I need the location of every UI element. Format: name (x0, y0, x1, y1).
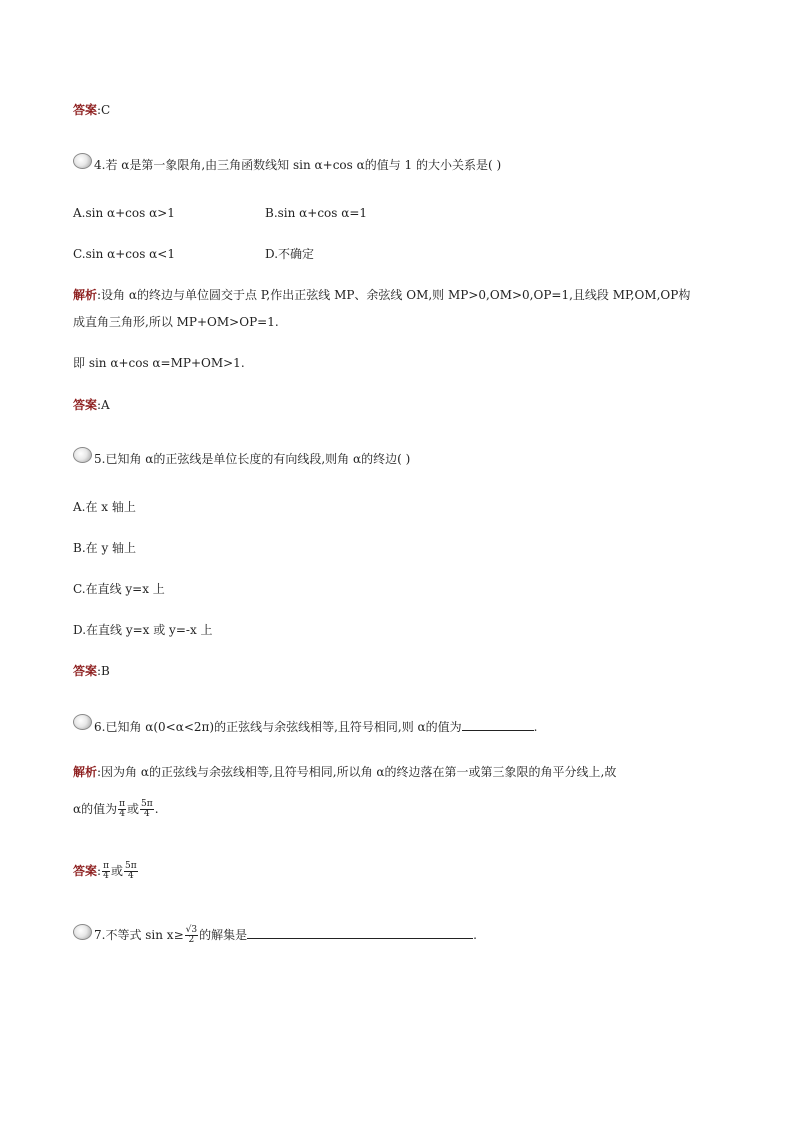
analysis-label: 解析 (73, 288, 98, 302)
question-bullet-icon (73, 447, 92, 463)
fraction-numerator: 5π (141, 799, 153, 809)
answer-label: 答案 (73, 103, 98, 117)
q6-analysis-line-2 (73, 800, 159, 819)
or-text: 或 (110, 864, 123, 878)
q5-answer-value: :B (97, 664, 110, 678)
fraction-denominator: 2 (188, 935, 195, 945)
q4-analysis-line-2: 成直角三角形,所以 MP+OM>OP=1. (73, 315, 279, 329)
q4-option-b: B.sin α+cos α=1 (265, 206, 368, 220)
q7-end: . (473, 928, 477, 942)
fraction-numerator: 5π (125, 861, 137, 871)
fraction-denominator: 4 (103, 871, 109, 881)
fraction-5pi-over-4 (124, 862, 138, 881)
answer-value: :C (97, 103, 111, 117)
q6-analysis-text-1: :因为角 α的正弦线与余弦线相等,且符号相同,所以角 α的终边落在第一或第三象限的角平分线上,故 (97, 765, 617, 779)
q4-option-c: C.sin α+cos α<1 (73, 247, 175, 261)
fraction-5pi-over-4 (140, 800, 154, 819)
fraction-denominator: 4 (144, 809, 150, 819)
q7-tail: 的解集是 (199, 928, 248, 942)
question-6-text: 6.已知角 α(0<α<2π)的正弦线与余弦线相等,且符号相同,则 α的值为 (94, 720, 462, 734)
q6-tail: . (533, 720, 538, 734)
question-bullet-icon (73, 153, 92, 169)
answer-label: 答案 (73, 398, 98, 412)
q4-analysis-text-1: :设角 α的终边与单位圆交于点 P,作出正弦线 MP、余弦线 OM,则 MP>0,OM>0,OP=1,且线段 MP,OM,OP构 (97, 288, 691, 302)
q4-answer-line (73, 397, 110, 413)
fraction-denominator: 4 (119, 809, 125, 819)
q5-option-d: D.在直线 y=x 或 y=-x 上 (73, 623, 213, 637)
q4-option-a: A.sin α+cos α>1 (73, 206, 175, 220)
q6-analysis-line-1 (73, 764, 616, 780)
question-7-line (94, 926, 477, 945)
fraction-denominator: 4 (127, 871, 134, 881)
q6-answer-prefix: : (97, 864, 102, 878)
q6-answer-blank (462, 718, 534, 731)
fraction-numerator: π (103, 861, 109, 871)
fraction-numerator: π (119, 799, 126, 809)
q4-analysis-line-1 (73, 287, 690, 303)
q5-option-c: C.在直线 y=x 上 (73, 582, 165, 596)
q6-analysis-end: . (154, 802, 159, 816)
q4-answer-value: :A (97, 398, 110, 412)
answer-label: 答案 (73, 864, 98, 878)
question-6-line (94, 718, 537, 735)
fraction-numerator: √3 (185, 925, 198, 935)
question-bullet-icon (73, 714, 92, 730)
q7-answer-blank (247, 926, 473, 939)
analysis-label: 解析 (73, 765, 98, 779)
fraction-pi-over-4 (102, 862, 110, 881)
q6-answer-line (73, 862, 139, 881)
q4-option-d: D.不确定 (265, 247, 315, 261)
q6-analysis-text-2: α的值为 (73, 802, 118, 816)
answer-label: 答案 (73, 664, 98, 678)
question-bullet-icon (73, 924, 92, 940)
fraction-sqrt3-over-2 (185, 926, 198, 945)
answer-line-prev (73, 102, 110, 118)
question-5-text: 5.已知角 α的正弦线是单位长度的有向线段,则角 α的终边( ) (94, 452, 411, 466)
fraction-pi-over-4 (118, 800, 126, 819)
q5-option-b: B.在 y 轴上 (73, 541, 137, 555)
q5-answer-line (73, 663, 110, 679)
q5-option-a: A.在 x 轴上 (73, 500, 136, 514)
question-4-text: 4.若 α是第一象限角,由三角函数线知 sin α+cos α的值与 1 的大小关系是( ) (94, 158, 502, 172)
q4-analysis-line-3: 即 sin α+cos α=MP+OM>1. (73, 356, 245, 370)
question-7-text: 7.不等式 sin x≥ (94, 928, 184, 942)
or-text: 或 (127, 802, 140, 816)
